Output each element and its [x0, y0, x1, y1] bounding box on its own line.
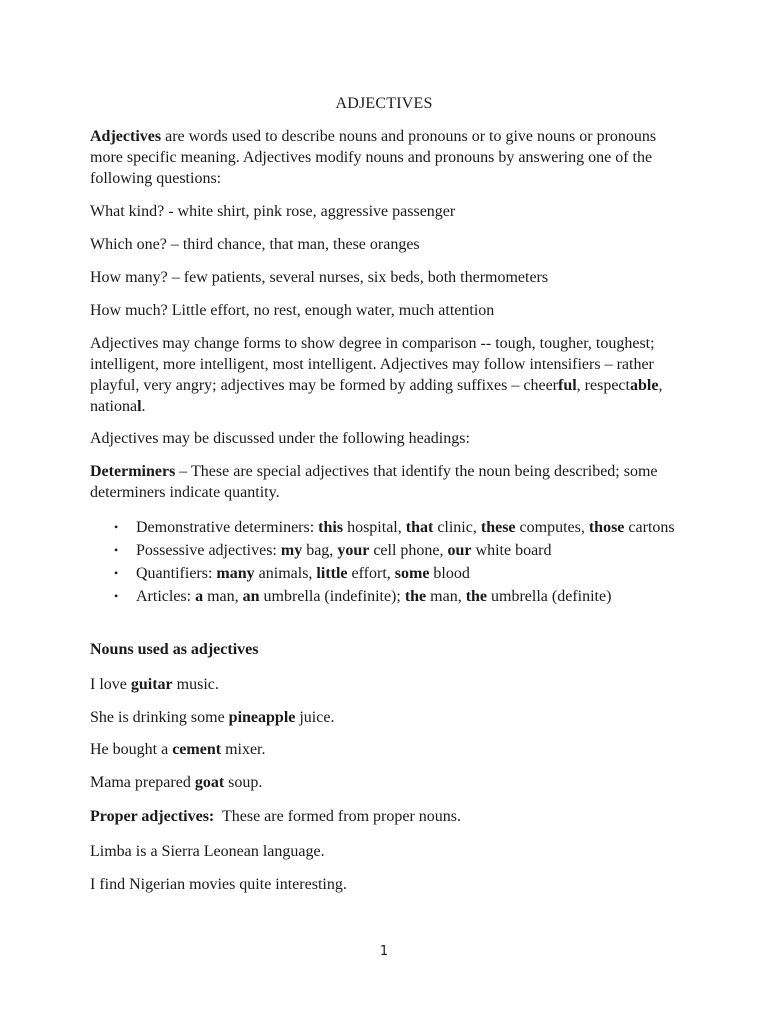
intro-bold-term: Adjectives — [90, 128, 162, 145]
example-sentence: She is drinking some pineapple juice. — [90, 709, 335, 726]
comparison-paragraph: Adjectives may change forms to show degree in comparison -- tough, tougher, toughest; intelligent, more intelligent, most intelligent. Adjectives may follow intensifiers – rather playful, very angry; adjectives may be formed by adding suffixes – cheerful, respectable, national. — [90, 335, 663, 415]
intro-paragraph — [90, 126, 680, 189]
bullet-icon: • — [114, 566, 119, 580]
intro-text: are words used to describe nouns and pronouns or to give nouns or pronouns more specific meaning. Adjectives modify nouns and pronouns by answering one of the following questions: — [90, 128, 657, 187]
question-how-many: How many? – few patients, several nurses, six beds, both thermometers — [90, 269, 549, 286]
example-sentence: I love guitar music. — [90, 676, 219, 693]
proper-adjectives-paragraph: Proper adjectives: These are formed from proper nouns. — [90, 808, 461, 825]
bullet-icon: • — [114, 543, 119, 557]
nouns-as-adjectives-heading: Nouns used as adjectives — [90, 641, 259, 658]
determiners-paragraph: Determiners – These are special adjectives that identify the noun being described; some determiners indicate quantity. — [90, 463, 658, 501]
list-item: • Demonstrative determiners: this hospital, that clinic, these computes, those cartons — [114, 519, 675, 536]
headings-intro: Adjectives may be discussed under the following headings: — [90, 430, 470, 447]
page-number: 1 — [379, 944, 389, 959]
determiners-heading: Determiners — [90, 463, 176, 480]
bullet-icon: • — [114, 520, 119, 534]
question-how-much: How much? Little effort, no rest, enough water, much attention — [90, 302, 495, 319]
question-which-one: Which one? – third chance, that man, these oranges — [90, 236, 420, 253]
proper-example-sentence: I find Nigerian movies quite interesting. — [90, 876, 347, 893]
page-title: ADJECTIVES — [335, 95, 433, 112]
bullet-icon: • — [114, 589, 119, 603]
example-sentence: Mama prepared goat soup. — [90, 774, 263, 791]
question-what-kind: What kind? - white shirt, pink rose, aggressive passenger — [90, 203, 456, 220]
example-sentence: He bought a cement mixer. — [90, 741, 266, 758]
determiners-list — [90, 517, 680, 607]
proper-example-sentence: Limba is a Sierra Leonean language. — [90, 843, 325, 860]
list-item: • Possessive adjectives: my bag, your cell phone, our white board — [114, 542, 552, 559]
proper-adjectives-heading: Proper adjectives: — [90, 808, 215, 825]
list-item: • Articles: a man, an umbrella (indefinite); the man, the umbrella (definite) — [114, 588, 612, 605]
list-item: • Quantifiers: many animals, little effort, some blood — [114, 565, 470, 582]
